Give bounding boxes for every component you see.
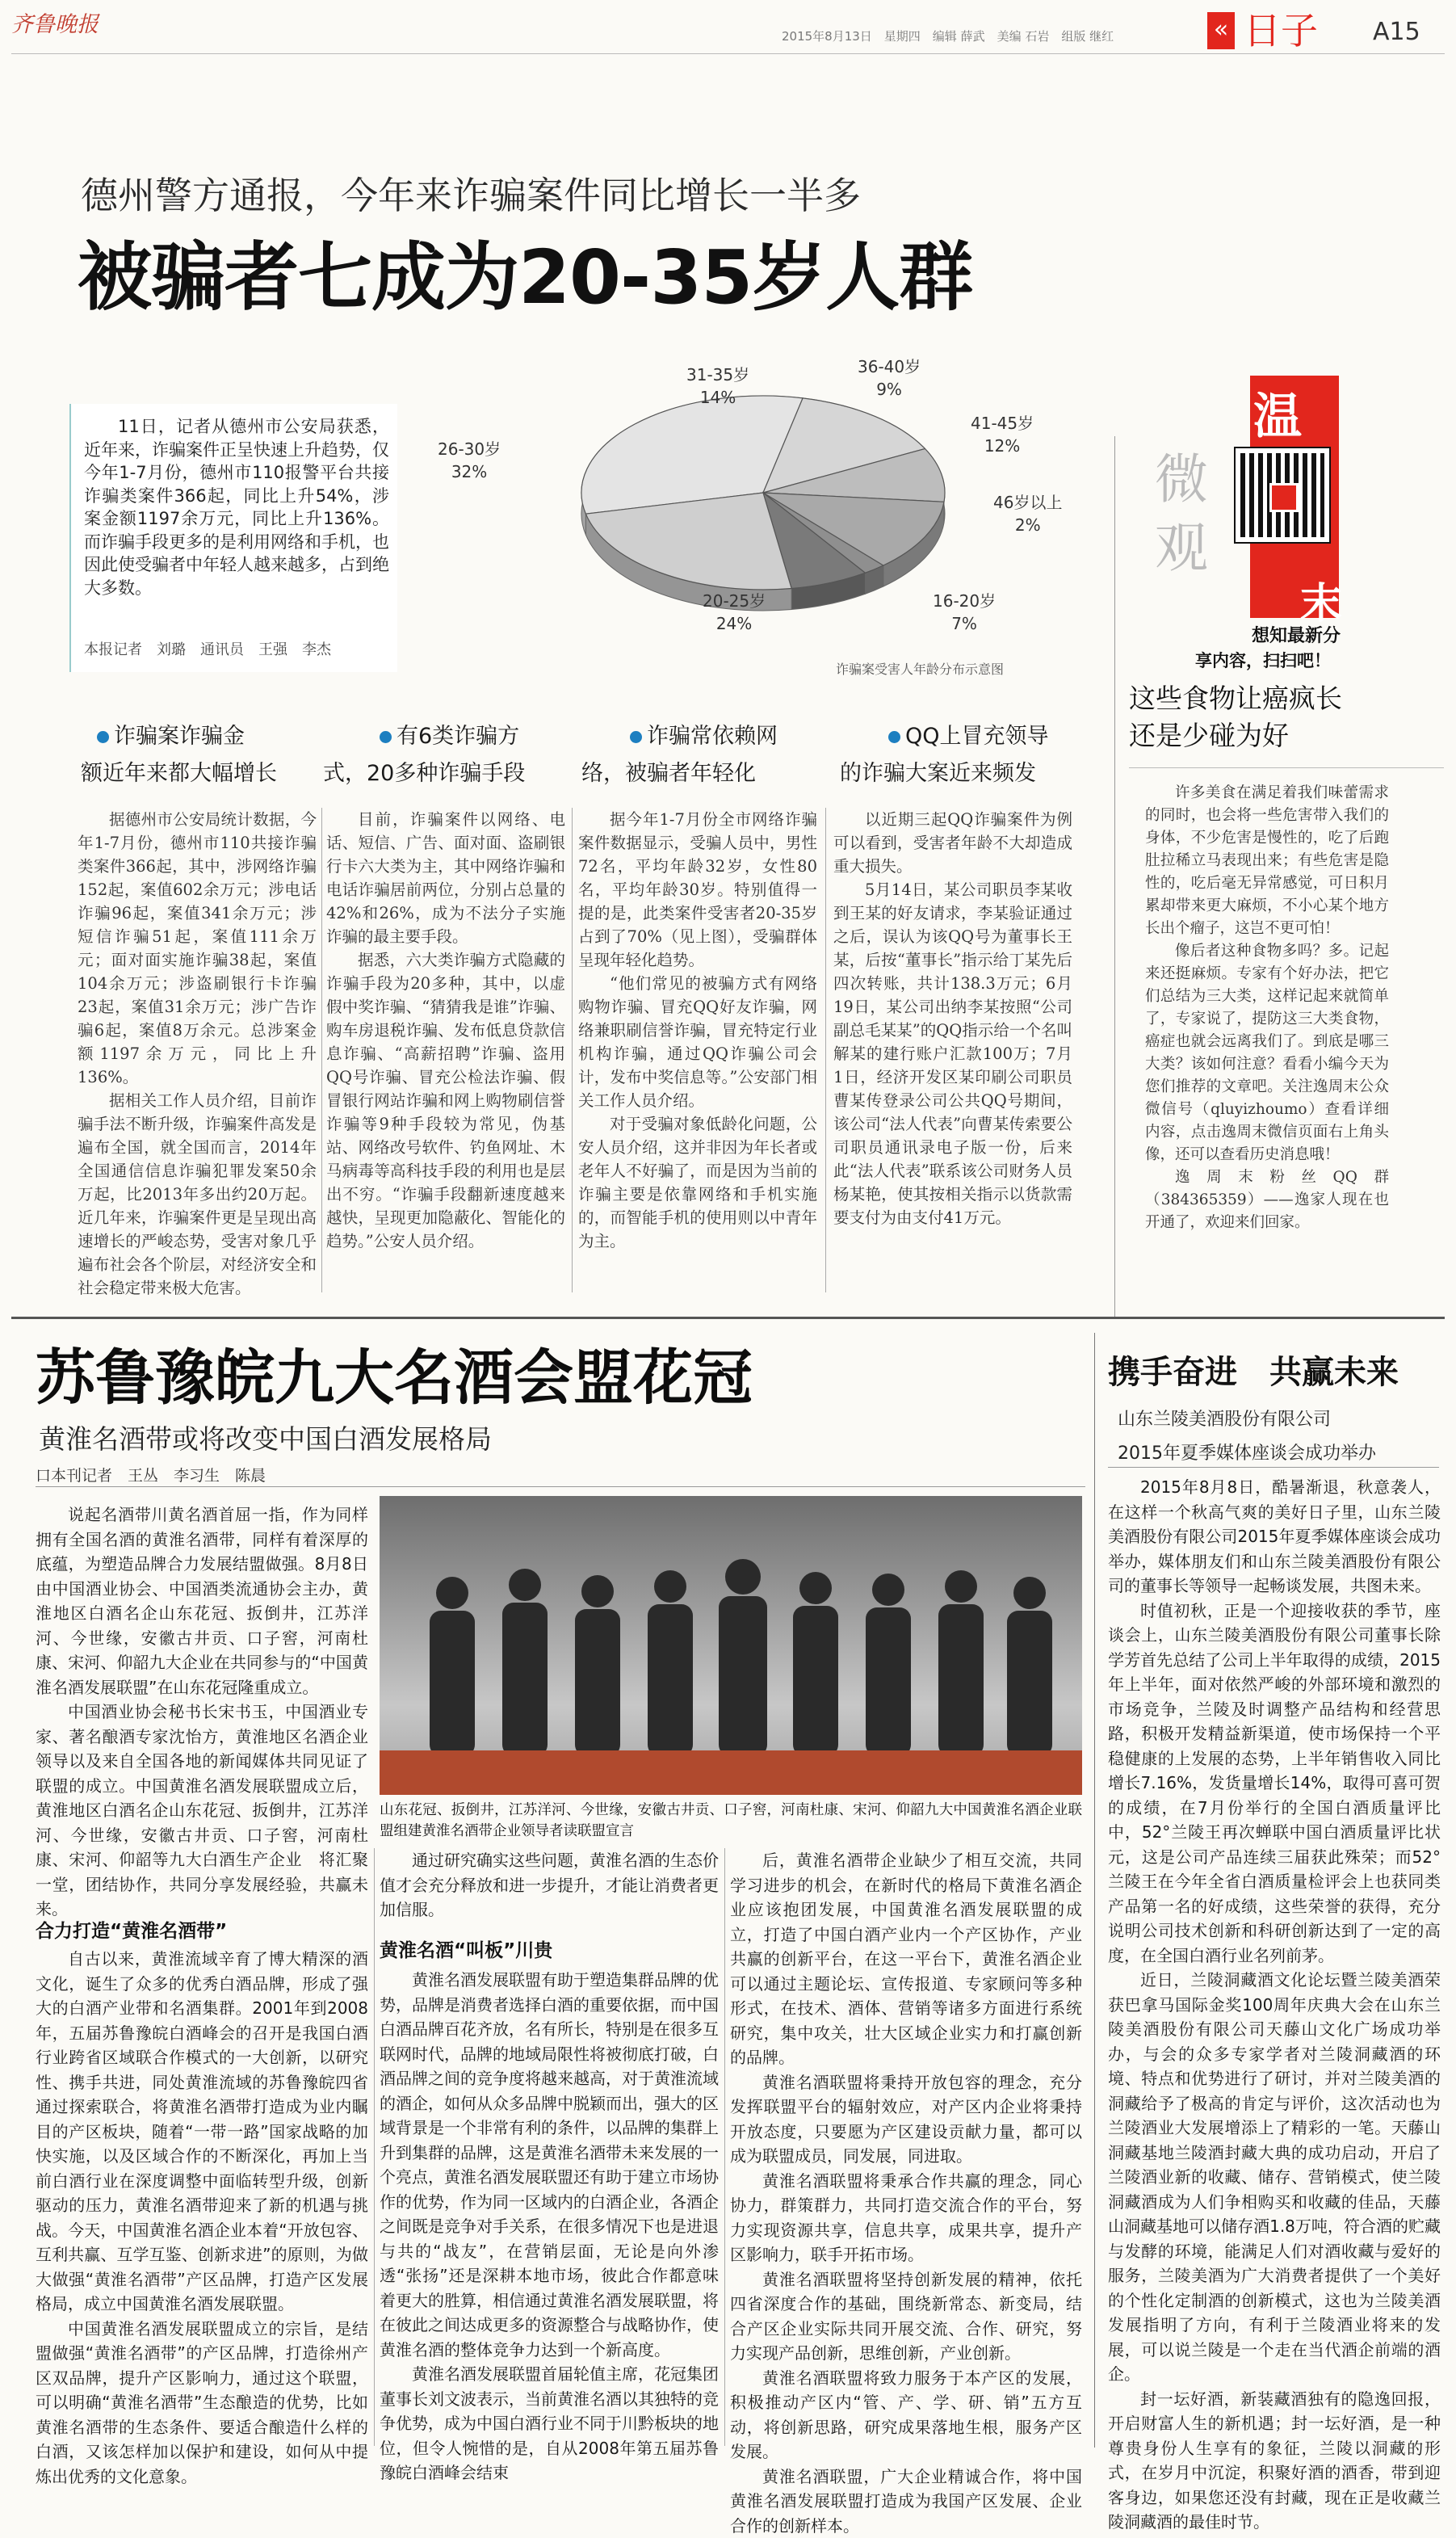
col3-subhead: 诈骗常依赖网 [630,721,778,753]
section-divider [11,1317,1445,1319]
col-divider [825,808,826,1292]
article2-subhead-1: 合力打造“黄淮名酒带” [36,1921,228,1942]
header-info: 2015年8月13日 星期四 编辑 薛武 美编 石岩 组版 继红 [782,29,1114,44]
sidebar1-rule [1129,767,1444,768]
photo-people [380,1496,1082,1795]
lead-text: 11日，记者从德州市公安局获悉，近年来，诈骗案件正呈快速上升趋势，仅今年1-7月份，德州市110报警平台共接诈骗类案件366起，同比上升54%，涉案金额1197余万元，同比上升136%。而诈骗手段更多的是利用网络和手机，也因此使受骗者中年轻人越来越多，占到绝大多数。 [84,417,389,598]
newspaper-logo: 齐鲁晚报 [11,12,99,37]
header-divider [11,53,1445,54]
sidebar2-title: 携手奋进 共赢未来 [1108,1354,1399,1391]
article1-headline: 被骗者七成为20-35岁人群 [78,234,973,321]
col2-subhead-2: 式，20多种诈骗手段 [323,761,526,786]
col-divider [374,1848,375,2446]
pie-label-16-20: 16-20岁 7% [933,591,997,633]
sidebar2-body: 2015年8月8日，酷暑渐退，秋意袭人，在这样一个秋高气爽的美好日子里，山东兰陵美酒股份有限公司2015年夏季媒体座谈会成功举办，媒体朋友们和山东兰陵美酒股份有限公司的董事长等领导一起畅谈发展，共图未来。 时值初秋，正是一个迎接收获的季节，座谈会上，山东兰陵美酒股份有限公司董事长除学芳首先总结了公司上半年取得的成绩，2015年上半年，面对依然严峻的外部环境和激烈的市场竞争，兰陵及时调整产品结构和经营思路，积极开发精益新渠道，使市场保持一个平稳健康的上发展的态势，上半年销售收入同比增长7.16%，发货量增长14%，取得可喜可贺的成绩，在7月份举行的全国白酒质量评比中，52°兰陵王再次蝉联中国白酒质量评比状元，这是公司产品连续三届获此殊荣；而52°兰陵王在今年全省白酒质量检评会上也获同类产品第一名的好成绩，这些荣誉的获得，充分说明公司技术创新和科研创新达到了一定的高度，在全国白酒行业名列前茅。 近日，兰陵洞藏酒文化论坛暨兰陵美酒荣获巴拿马国际金奖100周年庆典大会在山东兰陵美酒股份有限公司天藤山文化广场成功举办，与会的众多专家学者对兰陵洞藏酒的环境、特点和优势进行了研讨，并对兰陵美酒的洞藏给予了极高的肯定与评价，这次活动也为兰陵酒业大发展增添上了精彩的一笔。天藤山洞藏基地兰陵酒封藏大典的成功启动，开启了兰陵酒业新的收藏、储存、营销模式，使兰陵洞藏酒成为人们争相购买和收藏的佳品，天藤山洞藏基地可以储存酒1.8万吨，符合酒的贮藏与发酵的环境，能满足人们对酒收藏与爱好的服务，兰陵美酒为广大消费者提供了一个美好的个性化定制酒的创新模式，这也为兰陵美酒发展指明了方向，有利于兰陵酒业将来的发展，可以说兰陵是一个走在当代酒企前端的酒企。 封一坛好酒，新装藏酒独有的隐逸回报，开启财富人生的新机遇；封一坛好酒，是一种尊贵身份人生享有的象征，兰陵以洞藏的形式，在岁月中沉淀，积聚好酒的酒香，带到迎客身边，如果您还没有封藏，现在正是收藏兰陵洞藏酒的最佳时节。 [1108,1477,1441,2532]
photo-caption: 山东花冠、扳倒井，江苏洋河、今世缘，安徽古井贡、口子窖，河南杜康、宋河、仰韶九大中国黄淮名酒企业联盟组建黄淮名酒带企业领导者读联盟宣言 [380,1802,1082,1839]
col-divider [321,808,322,1292]
byline-rule [36,1486,1085,1487]
col4-subhead-2: 的诈骗大案近来频发 [840,761,1036,786]
sidebar2-company: 山东兰陵美酒股份有限公司 [1118,1410,1332,1430]
article2-col3: 后，黄淮名酒带企业缺少了相互交流，共同学习进步的机会，在新时代的格局下黄淮名酒企业应该抱团发展，中国黄淮名酒发展联盟的成立，打造了中国白酒产业内一个产区协作，产业共赢的创新平台，在这一平台下，黄淮名酒企业可以通过主题论坛、宣传报道、专家顾问等多种形式，在技术、酒体、营销等诸多方面进行系统研究，集中攻关，壮大区域企业实力和打赢创新的品牌。 黄淮名酒联盟将秉持开放包容的理念，充分发挥联盟平台的辐射效应，对产区内企业将秉持开放态度，只要愿为产区建设贡献力量，都可以成为联盟成员，同发展，同进取。 黄淮名酒联盟将秉承合作共赢的理念，同心协力，群策群力，共同打造交流合作的平台，努力实现资源共享，信息共享，成果共享，提升产区影响力，联手开拓市场。 黄淮名酒联盟将坚持创新发展的精神，依托四省深度合作的基础，围绕新常态、新变局，结合产区企业实际共同开展交流、合作、研究，努力实现产品创新，思维创新，产业创新。 黄淮名酒联盟将致力服务于本产区的发展，积极推动产区内“管、产、学、研、销”五方互动，将创新思路，研究成果落地生根，服务产区发展。 黄淮名酒联盟，广大企业精诚合作，将中国黄淮名酒发展联盟打造成为我国产区发展、企业合作的创新样本。 [730,1851,1082,2536]
promo-cta-2: 享内容，扫扫吧！ [1195,651,1331,670]
sidebar-divider [1114,436,1115,1317]
weiguan-char-2: 观 [1155,517,1208,579]
sidebar1-body: 许多美食在满足着我们味蕾需求的同时，也会将一些危害带入我们的身体，不少危害是慢性的，吃了后跑肚拉稀立马表现出来；有些危害是隐性的，吃后毫无异常感觉，可日积月累却带来更大麻烦，不小心某个地方长出个瘤子，这岂不更可怕！ 像后者这种食物多吗？多。记起来还挺麻烦。专家有个好办法，把它们总结为三大类，这样记起来就简单了，专家说了，提防这三大类食物，癌症也就会远离我们了。到底是哪三大类？该如何注意？看看小编今天为您们推荐的文章吧。关注逸周末公众微信号（qluyizhoumo）查看详细内容，点击逸周末微信页面右上角头像，还可以查看历史消息哦！ 逸周末粉丝QQ群（384365359）——逸家人现在也开通了，欢迎来们回家。 [1145,784,1389,1231]
red-banner-char: 温 [1253,389,1302,445]
bullet-dot-icon [630,731,642,743]
bullet-dot-icon [97,731,109,743]
page-number: A15 [1373,18,1420,46]
col-divider [572,808,573,1292]
article2-subtitle: 黄淮名酒带或将改变中国白酒发展格局 [39,1423,492,1455]
article2-col1: 说起名酒带川黄名酒首屈一指，作为同样拥有全国名酒的黄淮名酒带，同样有着深厚的底蕴，为塑造品牌合力发展结盟做强。8月8日由中国酒业协会、中国酒类流通协会主办，黄淮地区白酒名企山东花冠、扳倒井，江苏洋河、今世缘，安徽古井贡、口子窖，河南杜康、宋河、仰韶九大企业在共同参与的“中国黄淮名酒发展联盟”在山东花冠隆重成立。 中国酒业协会秘书长宋书玉，中国酒业专家、著名酿酒专家沈怡方，黄淮地区名酒企业领导以及来自全国各地的新闻媒体共同见证了联盟的成立。中国黄淮名酒发展联盟成立后，黄淮地区白酒名企山东花冠、扳倒井，江苏洋河、今世缘，安徽古井贡、口子窖，河南杜康、宋河、仰韶等九大白酒生产企业 将汇聚一堂，团结协作，共同分享发展经验，共赢未来。 [36,1505,368,1918]
pie-label-20-25: 20-25岁 24% [703,591,766,633]
section-chevron-icon: « [1207,12,1235,49]
col-divider [724,1848,725,2446]
col1-subhead-2: 额近年来都大幅增长 [81,761,277,786]
col1-subhead: 诈骗案诈骗金 [97,721,245,753]
sidebar2-divider [1094,1333,1095,2448]
article1-kicker: 德州警方通报，今年来诈骗案件同比增长一半多 [81,174,861,217]
article2-byline: 口本刊记者 王丛 李习生 陈晨 [36,1467,266,1485]
pie-label-26-30: 26-30岁 32% [438,439,501,481]
article1-col4: 以近期三起QQ诈骗案件为例可以看到，受害者年龄不大却造成重大损失。 5月14日，某公司职员李某收到王某的好友请求，李某验证通过之后，误认为该QQ号为董事长王某，后按“董事长”指示给丁某先后四次转账，共计138.3万元；6月19日，某公司出纳李某按照“公司副总毛某某”的QQ指示给一个名叫解某的建行账户汇款100万；7月1日，经济开发区某印刷公司职员曹某传登录公司公共QQ号期间，该公司“法人代表”向曹某传索要公司职员通讯录电子版一份，后来此“法人代表”联系该公司财务人员杨某艳，使其按相关指示以货款需要支付为由支付41万元。 [833,810,1072,1227]
weiguan-char-1: 微 [1155,448,1208,511]
pie-label-46: 46岁以上 2% [993,493,1063,535]
lead-box [69,404,397,672]
article2-col2: 通过研究确实这些问题，黄淮名酒的生态价值才会充分释放和进一步提升，才能让消费者更加信服。 [380,1851,719,1919]
article1-col1: 据德州市公安局统计数据，今年1-7月份，德州市110共接诈骗类案件366起，其中，涉网络诈骗152起，案值602余万元；涉电话诈骗96起，案值341余万元；涉短信诈骗51起，案值111余万元；面对面实施诈骗38起，案值104余万元；涉盗刷银行卡诈骗23起，案值31余万元；涉广告诈骗6起，案值8万余元。总涉案金额1197余万元，同比上升136%。 据相关工作人员介绍，目前诈骗手法不断升级，诈骗案件高发是遍布全国，就全国而言，2014年全国通信信息诈骗犯罪发案50余万起，比2013年多出约20万起。近几年来，诈骗案件更是呈现出高速增长的严峻态势，受害对象几乎遍布社会各个阶层，对经济安全和社会稳定带来极大危害。 [78,810,317,1297]
article2-col2b: 黄淮名酒发展联盟有助于塑造集群品牌的优势，品牌是消费者选择白酒的重要依据，而中国白酒品牌百花齐放，名有所长，特别是在很多互联网时代，品牌的地域局限性将被彻底打破，白酒品牌之间的竞争度将越来越高，对于黄淮流域的酒企，如何从众多品牌中脱颖而出，强大的区域背景是一个非常有利的条件，以品牌的集群上升到集群的品牌，这是黄淮名酒带未来发展的一个亮点，黄淮名酒发展联盟还有助于建立市场协作的优势，作为同一区域内的白酒企业，各酒企之间既是竞争对手关系，在很多情况下也是进退与共的“战友”，在营销层面，无论是向外渗透“张扬”还是深耕本地市场，彼此合作都意味着更大的胜算，相信通过黄淮名酒发展联盟，将在彼此之间达成更多的资源整合与战略协作，使黄淮名酒的整体竞争力达到一个新高度。 黄淮名酒发展联盟首届轮值主席，花冠集团董事长刘文波表示，当前黄淮名酒以其独特的竞争优势，成为中国白酒行业不同于川黔板块的地位，但令人惋惜的是，自从2008年第五届苏鲁豫皖白酒峰会结束 [380,1970,719,2482]
promo-cta-1: 想知最新分 [1252,626,1341,646]
bullet-dot-icon [888,731,900,743]
sidebar2-rule [1108,1467,1439,1468]
bullet-dot-icon [380,731,392,743]
article2-col1b: 自古以来，黄淮流域辛育了博大精深的酒文化，诞生了众多的优秀白酒品牌，形成了强大的白酒产业带和名酒集群。2001年到2008年，五届苏鲁豫皖白酒峰会的召开是我国白酒行业跨省区域联合作模式的一大创新，以研究性、携手共进，同处黄淮流域的苏鲁豫皖四省通过探索联合，将黄淮名酒带打造成为业内瞩目的产区板块，随着“一带一路”国家战略的加快实施，以及区域合作的不断深化，再加上当前白酒行业在深度调整中面临转型升级，创新驱动的压力，黄淮名酒带迎来了新的机遇与挑战。今天，中国黄淮名酒企业本着“开放包容、互利共赢、互学互鉴、创新求进”的原则，为做大做强“黄淮名酒带”产区品牌，打造产区发展格局，成立中国黄淮名酒发展联盟。 中国黄淮名酒发展联盟成立的宗旨，是结盟做强“黄淮名酒带”的产区品牌，打造徐州产区双品牌，提升产区影响力，通过这个联盟，可以明确“黄淮名酒带”生态酿造的优势，比如黄淮名酒带的生态条件、要适合酿造什么样的白酒，又该怎样加以保护和建设，如何从中提炼出优秀的文化意象。 [36,1949,368,2486]
qr-center-icon [1269,483,1299,512]
age-pie-chart [396,347,1106,687]
article1-col2: 目前，诈骗案件以网络、电话、短信、广告、面对面、盗刷银行卡六大类为主，其中网络诈骗和电话诈骗居前两位，分别占总量的42%和26%，成为不法分子实施诈骗的最主要手段。 据悉，六大类诈骗方式隐藏的诈骗手段为20多种，其中，以虚假中奖诈骗、“猜猜我是谁”诈骗、购车房退税诈骗、发布低息贷款信息诈骗、“高薪招聘”诈骗、盗用QQ号诈骗、冒充公检法诈骗、假冒银行网站诈骗和网上购物刷信誉诈骗等9种手段较为常见，伪基站、网络改号软件、钓鱼网址、木马病毒等高科技手段的利用也是层出不穷。“诈骗手段翻新速度越来越快，呈现更加隐蔽化、智能化的趋势。”公安人员介绍。 [326,810,565,1250]
chart-caption: 诈骗案受害人年龄分布示意图 [836,662,1005,677]
sidebar2-event: 2015年夏季媒体座谈会成功举办 [1118,1443,1376,1464]
col4-subhead: QQ上冒充领导 [888,721,1049,753]
article2-subhead-2: 黄淮名酒“叫板”川贵 [380,1940,553,1961]
pie-label-41-45: 41-45岁 12% [971,414,1034,456]
article1-col3: 据今年1-7月份全市网络诈骗案件数据显示，受骗人员中，男性72名，平均年龄32岁，女性80名，平均年龄30岁。特别值得一提的是，此类案件受害者20-35岁占到了70%（见上图），受骗群体呈现年轻化趋势。 “他们常见的被骗方式有网络购物诈骗、冒充QQ好友诈骗，网络兼职刷信誉诈骗，冒充特定行业机构诈骗，通过QQ诈骗公司会计，发布中奖信息等。”公安部门相关工作人员介绍。 对于受骗对象低龄化问题，公安人员介绍，这并非因为年长者或老年人不好骗了，而是因为当前的诈骗主要是依靠网络和手机实施的，而智能手机的使用则以中青年为主。 [578,810,817,1250]
col3-subhead-2: 络，被骗者年轻化 [581,761,756,786]
sidebar1-title: 这些食物让癌疯长 还是少碰为好 [1129,683,1342,751]
article1-byline: 本报记者 刘璐 通讯员 王强 李杰 [84,641,331,658]
article2-headline: 苏鲁豫皖九大名酒会盟花冠 [36,1343,753,1413]
red-banner-char-2: 末 [1300,579,1343,628]
pie-label-36-40: 36-40岁 9% [858,357,921,399]
group-photo [380,1496,1082,1795]
pie-label-31-35: 31-35岁 14% [686,365,750,407]
weiguan-promo [1131,372,1373,670]
section-name: 日子 [1244,9,1318,53]
col2-subhead: 有6类诈骗方 [380,721,519,753]
